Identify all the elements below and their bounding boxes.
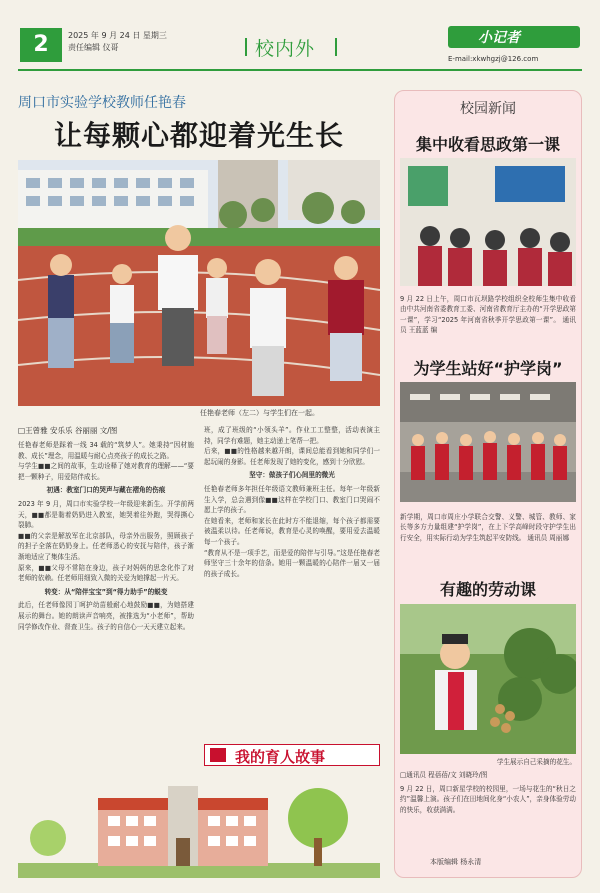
article-subtitle: 周口市实验学校教师任艳春: [18, 95, 186, 111]
paragraph: 此后，任老师像园丁呵护幼苗般耐心地鼓励■■，为她搭建展示的舞台。她的朗读声音响亮，被推选为“小老师”，帮助同学修改作业、督查卫生。孩子的自信心一天天建立起来。: [18, 601, 194, 631]
news-3-caption: 学生展示自己采摘的花生。: [496, 758, 576, 766]
paragraph: ■■的父亲是解放军在北京部队，母亲外出服务，照顾孩子的担子全落在奶奶身上。任老师悉心的安抚与陪伴，孩子渐渐地适应了集体生活。: [18, 531, 194, 561]
campus-news-title: 校园新闻: [460, 101, 516, 117]
paragraph: 在她看来，老师和家长在此时方不能退缩，每个孩子都需要被温柔以待。任老师说，教育是心灵的唤醒，要用爱去温暖每一个孩子。: [204, 516, 380, 546]
subheading: 坚守：做孩子们心间里的微光: [249, 471, 335, 480]
contact-email: E-mail:xkwhgzj@126.com: [448, 55, 539, 63]
article-byline: □王曾雅 安乐乐 谷丽丽 文/图: [18, 426, 118, 435]
news-1-photo: [400, 158, 576, 286]
paragraph: 后来，■■的性格越来越开朗，课间总能看到她和同学们一起玩闹的身影。任老师发现了她的变化，感到十分欣慰。: [204, 447, 380, 466]
section-title: 校内外: [255, 38, 316, 60]
news-2-photo: [400, 382, 576, 502]
news-3-headline: 有趣的劳动课: [439, 580, 536, 599]
news-3-photo: [400, 604, 576, 754]
news-1-text: [400, 294, 576, 336]
news-1-credit: 通讯员 王蓝蓝 编: [400, 315, 576, 335]
story-label: [204, 744, 380, 766]
subheading: 初遇：教室门口的哭声与藏在褶角的伤痕: [46, 486, 166, 495]
column-logo: 小记者: [478, 30, 520, 46]
issue-editor: 责任编辑 仪哥: [68, 43, 119, 52]
header-rule: [18, 69, 582, 71]
section-divider-right: [335, 38, 337, 56]
news-2-text: [400, 512, 576, 543]
paragraph: 任艳春老师是踩着一线 34 载的“筑梦人”。她秉持“因材施教、成长”理念，用温暖与耐心点亮孩子的成长之路。: [18, 441, 194, 460]
page-editor: 本版编辑 杨永清: [430, 858, 482, 866]
book-icon: [210, 748, 226, 762]
main-photo: [18, 160, 380, 406]
news-3-credit-line: □通讯员 程蓓蓓/文 刘晓玲/图: [400, 771, 488, 779]
section-divider-left: [245, 38, 247, 56]
news-2-credit: 通讯员 周丽娜: [527, 533, 570, 542]
paragraph: 原来，■■父母不常陪在身边，孩子对妈妈的思念化作了对老师的依赖。任老师用细致入微的关爱为她撑起一片天。: [18, 563, 194, 583]
main-photo-caption: 任艳春老师（左二）与学生们在一起。: [200, 409, 319, 417]
paragraph: 与学生■■之间的故事，生动诠释了她对教育的理解——“要把一颗种子，用爱陪伴成长。: [18, 462, 194, 481]
issue-meta: [68, 30, 167, 54]
paragraph: 班，成了班级的“小领头羊”。作业工工整整，活动表演主持，同学有难题，她主动递上笔帮一把。: [204, 426, 380, 445]
article-column-2: [204, 425, 380, 740]
news-1-body: 9 月 22 日上午，周口市瓦坝路学校组织全校师生集中收看由中共河南省委教育工委、河南省教育厅主办的“开学思政第一课”，学习“2025 年河南省秋季开学思政第一课”。: [400, 295, 576, 324]
news-2-headline: 为学生站好“护学岗”: [413, 359, 563, 378]
story-label-text: 我的育人故事: [235, 748, 326, 766]
news-1-headline: 集中收看思政第一课: [415, 135, 560, 154]
issue-date: 2025 年 9 月 24 日 星期三: [68, 31, 167, 40]
news-3-text: 9 月 22 日，周口新星学校的校园里，一场与花生的“秋日之约”温馨上演。孩子们在田地间化身“小农人”，亲身体验劳动的快乐，收获满满。: [400, 785, 576, 814]
article-column-1: [18, 440, 194, 740]
subheading: 转变：从“陪伴宝宝”到“得力助手”的蜕变: [44, 587, 168, 596]
school-illustration: [18, 768, 380, 878]
paragraph: 任艳春老师多年担任年级语文教师兼班主任。每年一年级新生入学，总会遇到像■■这样在学校门口、教室门口哭闹不愿上学的孩子。: [204, 484, 380, 515]
paragraph: “教育从不是一项手艺，而是爱的陪伴与引导。”这是任艳春老师坚守三十余年的信条。她用一颗温暖的心陪伴一届又一届的孩子成长。: [204, 548, 380, 578]
news-2-body: 新学期，周口市周庄小学联合交警、义警、城管、教师、家长等多方力量组建“护学岗”，在上下学高峰时段守护学生出行安全，用实际行动为学生筑起平安防线。: [400, 513, 576, 542]
article-headline: 让每颗心都迎着光生长: [53, 119, 344, 152]
page-number: 2: [20, 28, 62, 62]
paragraph: 2023 年 9 月，周口市实验学校一年级迎来新生。开学前两天，■■都是黏着奶奶进入教室，她哭着往外跑，哭得撕心裂肺。: [18, 499, 194, 530]
